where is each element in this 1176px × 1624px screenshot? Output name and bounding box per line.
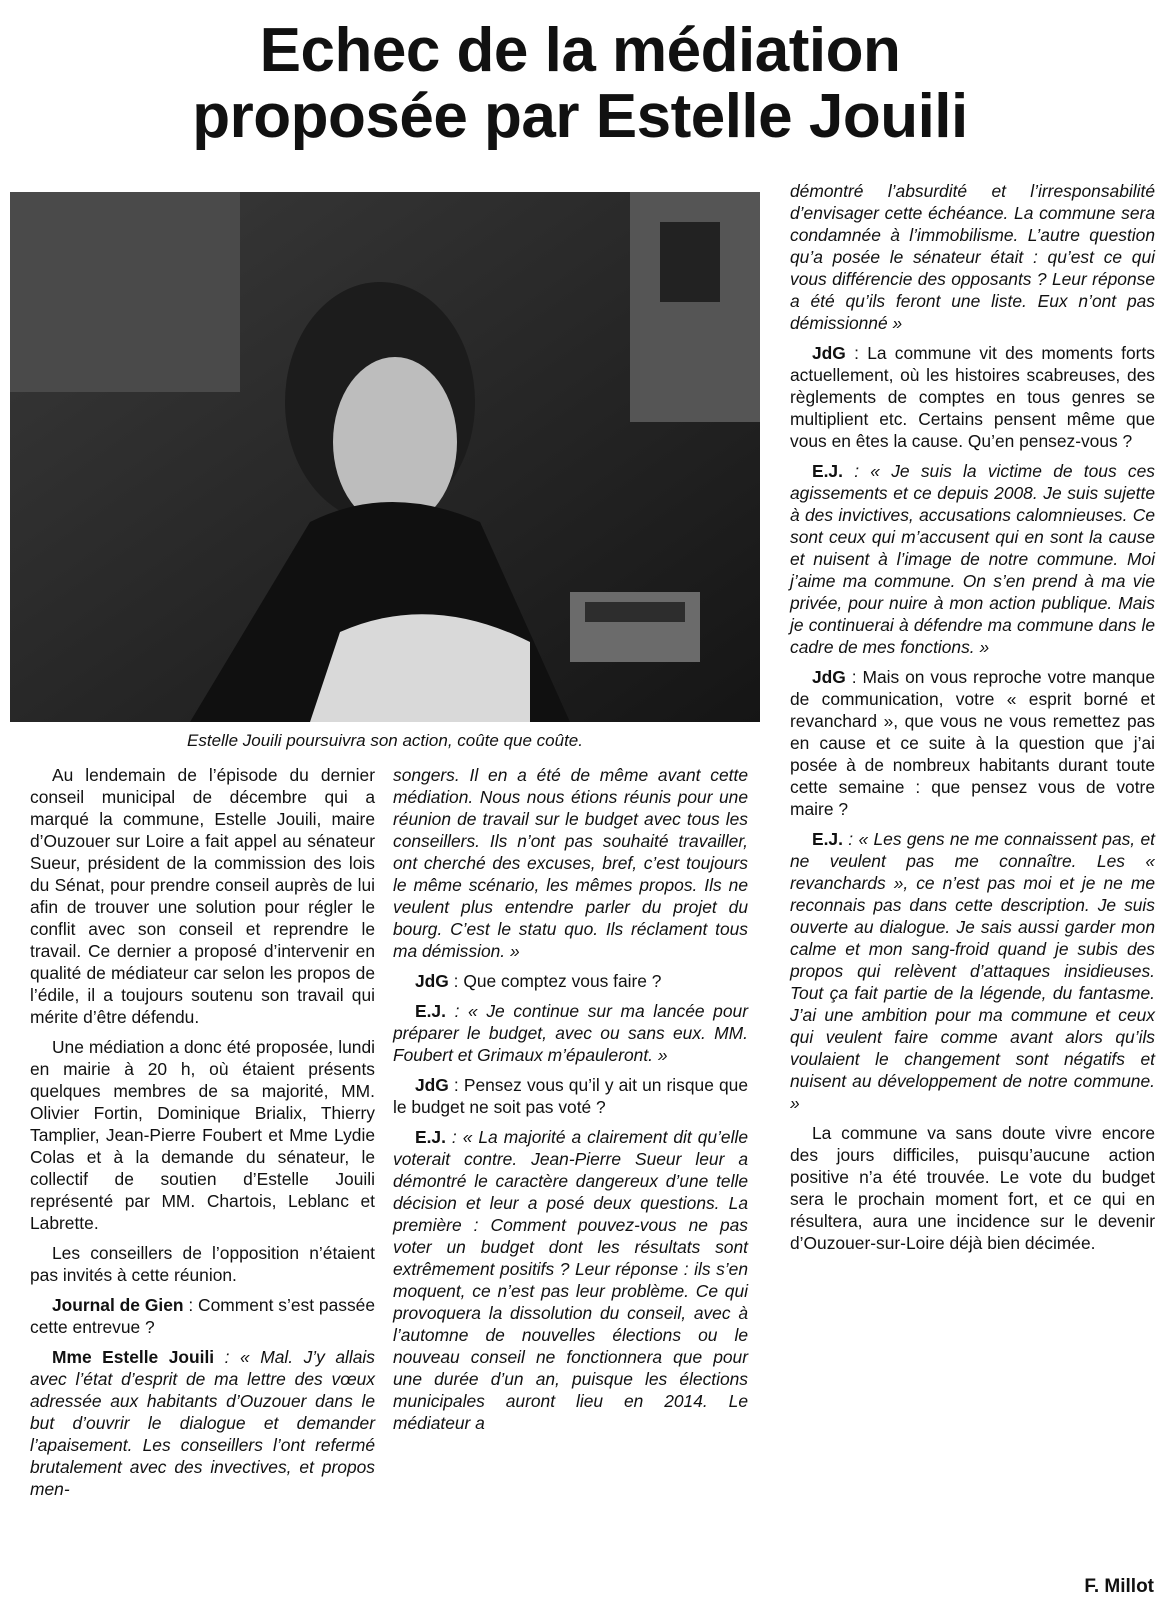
paragraph: La commune va sans doute vivre encore des jours difficiles, puisqu’aucune action positive n’a été trouvée. Le vote du budget sera le prochain moment fort, et ce qui en résultera, aura une incidence sur le devenir d’Ouzouer-sur-Loire déjà bien décimée.: [790, 1123, 1155, 1253]
speaker: E.J.: [415, 1001, 446, 1021]
question: JdG : Mais on vous reproche votre manque de communication, votre « esprit borné et revanchard », que vous ne vous remettez pas en cause et ce suite à la question que j’ai posée à de nombreux habitants durant toute cette semaine : que pensez vous de votre maire ?: [790, 667, 1155, 819]
speaker: E.J.: [415, 1127, 446, 1147]
article-photo: [10, 192, 760, 722]
speaker: JdG: [415, 1075, 449, 1095]
column-3: [790, 180, 1155, 1262]
answer: E.J. : « Je continue sur ma lancée pour préparer le budget, avec ou sans eux. MM. Foubert et Grimaux m’épauleront. »: [393, 1001, 748, 1065]
headline-line-1: Echec de la médiation: [259, 16, 901, 85]
column-2: [393, 764, 748, 1442]
speaker: E.J.: [812, 461, 843, 481]
speaker: JdG: [812, 667, 846, 687]
speaker: Mme Estelle Jouili: [52, 1347, 215, 1367]
paragraph: Une médiation a donc été proposée, lundi en mairie à 20 h, où étaient présents quelques membres de sa majorité, MM. Olivier Fortin, Dominique Brialix, Thierry Tamplier, Jean-Pierre Foubert et Mme Lydie Colas et à la demande du sénateur, le collectif de soutien d’Estelle Jouili représenté par MM. Chartois, Leblanc et Labrette.: [30, 1037, 375, 1233]
answer: E.J. : « La majorité a clairement dit qu’elle voterait contre. Jean-Pierre Sueur leur a démontré le caractère dangereux d’une telle décision et leur a posé deux questions. La première : Comment pouvez-vous ne pas voter un budget dont les résultats sont extrêmement positifs ? Leur réponse : ils s’en moquent, ce n’est pas leur problème. Ce qui provoquera la dissolution du conseil, avec à l’automne de nouvelles élections ou le nouveau conseil ne fonctionnera que pour une durée d’un an, puisque les élections municipales auront lieu en 2014. Le médiateur a: [393, 1127, 748, 1433]
question: JdG : La commune vit des moments forts actuellement, où les histoires scabreuses, des règlements de comptes en tous genres se multiplient etc. Certains pensent même que vous en êtes la cause. Qu’en pensez-vous ?: [790, 343, 1155, 451]
speaker: JdG: [812, 343, 846, 363]
answer: E.J. : « Les gens ne me connaissent pas, et ne veulent pas me connaître. Les « revanchards », ce n’est pas moi et je ne me reconnais pas dans cette description. Je suis ouverte au dialogue. Je sais aussi garder mon calme et mon sang-froid quand je subis des propos qui relèvent d’attaques insidieuses. Tout ça fait partie de la légende, du fantasme. J’ai une ambition pour ma commune et ceux qui veulent faire comme avant alors qu’ils voulaient le changement sont négatifs et nuisent au développement de notre commune. »: [790, 829, 1155, 1113]
author-signature: F. Millot: [1084, 1576, 1154, 1597]
answer-continued: démontré l’absurdité et l’irresponsabilité d’envisager cette échéance. La commune sera condamnée à l’immobilisme. L’autre question qu’a posée le sénateur était : qu’est ce qui vous différencie des opposants ? Leur réponse a été qu’ils feront une liste. Eux n’ont pas démissionné »: [790, 181, 1155, 333]
answer: Mme Estelle Jouili : « Mal. J’y allais avec l’état d’esprit de ma lettre des vœux adressée aux habitants d’Ouzouer dans le but d’ouvrir le dialogue et demander l’apaisement. Les conseillers l’ont refermé brutalement avec des invectives, et propos men-: [30, 1347, 375, 1499]
speaker: Journal de Gien: [52, 1295, 184, 1315]
paragraph: Au lendemain de l’épisode du dernier conseil municipal de décembre qui a marqué la commune, Estelle Jouili, maire d’Ouzouer sur Loire a fait appel au sénateur Sueur, président de la commission des lois du Sénat, pour prendre conseil auprès de lui afin de trouver une solution pour régler le conflit avec son conseil et reprendre le travail. Ce dernier a proposé d’intervenir en qualité de médiateur car selon les propos de l’édile, il a toujours soutenu son travail qui mérite d’être défendu.: [30, 765, 375, 1027]
answer-continued: songers. Il en a été de même avant cette médiation. Nous nous étions réunis pour une réunion de travail sur le budget avec tous les conseillers. Ils n’ont pas souhaité travailler, ont cherché des excuses, bref, c’est toujours le même scénario, les mêmes propos. Ils ne veulent plus entendre parler du projet du bourg. C’est le statu quo. Ils réclament tous ma démission. »: [393, 765, 748, 961]
question: Journal de Gien : Comment s’est passée cette entrevue ?: [30, 1295, 375, 1337]
column-1: [30, 764, 375, 1508]
headline: [100, 18, 1060, 150]
speaker: E.J.: [812, 829, 843, 849]
question: JdG : Pensez vous qu’il y ait un risque que le budget ne soit pas voté ?: [393, 1075, 748, 1117]
photo-caption: Estelle Jouili poursuivra son action, coûte que coûte.: [187, 731, 583, 750]
answer: E.J. : « Je suis la victime de tous ces agissements et ce depuis 2008. Je suis sujette à des invictives, accusations calomnieuses. Ce sont ceux qui m’accusent qui en sont la cause et nuisent à l’image de notre commune. Moi j’aime ma commune. On s’en prend à ma vie privée, pour nuire à mon action publique. Mais je continuerai à défendre ma commune dans le cadre de mes fonctions. »: [790, 461, 1155, 657]
question: JdG : Que comptez vous faire ?: [415, 971, 662, 991]
photo-illustration: [10, 192, 760, 722]
speaker: JdG: [415, 971, 449, 991]
paragraph: Les conseillers de l’opposition n’étaient pas invités à cette réunion.: [30, 1243, 375, 1285]
headline-line-2: proposée par Estelle Jouili: [192, 82, 968, 151]
